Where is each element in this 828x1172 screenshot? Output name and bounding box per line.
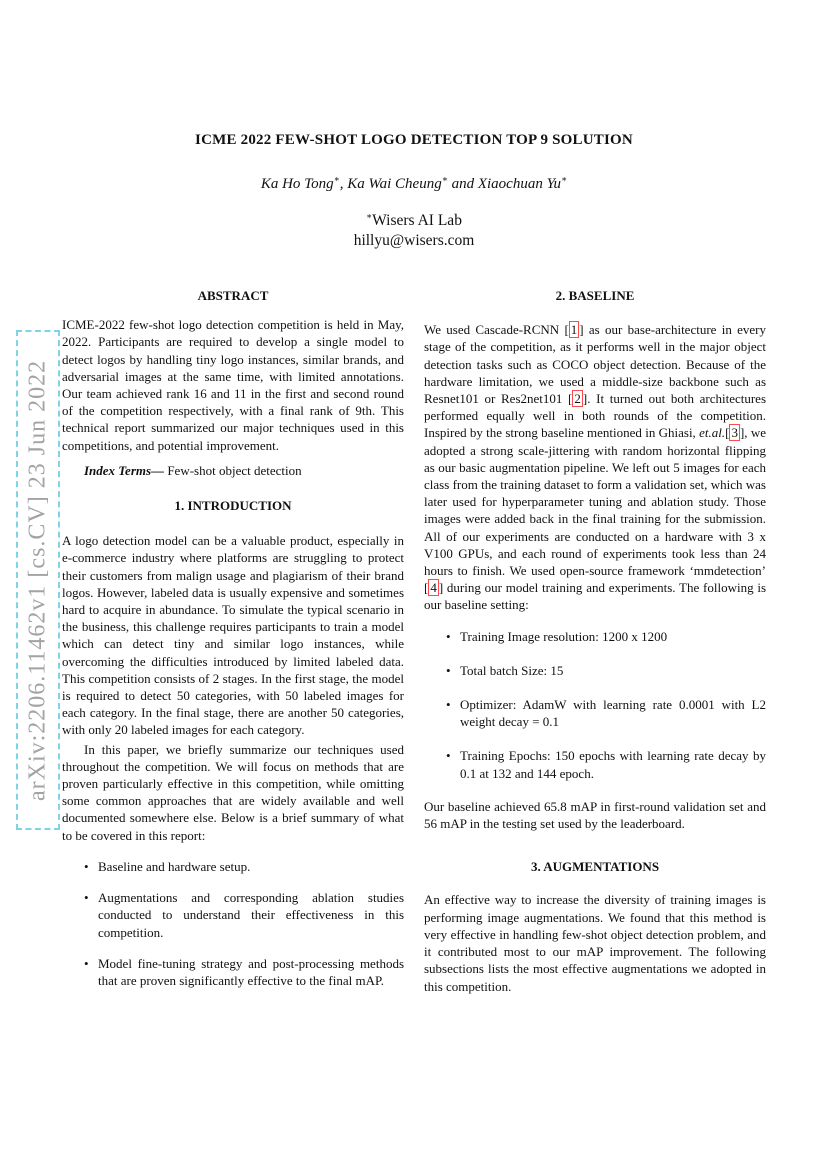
baseline-text-4: [ bbox=[725, 425, 730, 441]
index-terms-label: Index Terms— bbox=[84, 462, 165, 478]
list-item-text: Baseline and hardware setup. bbox=[98, 858, 251, 874]
index-terms bbox=[62, 462, 404, 479]
augmentations-heading: 3. AUGMENTATIONS bbox=[530, 859, 660, 875]
introduction-paragraph-2: In this paper, we briefly summarize our techniques used throughout the competition. We will focus on methods that are proven particularly effective in this competition, while omitting some common approaches that are widely available and well documented somewhere else. Below is a brief summary of what to be covered in this report: bbox=[62, 741, 404, 843]
affiliation bbox=[0, 211, 828, 251]
baseline-result: Our baseline achieved 65.8 mAP in first-round validation set and 56 mAP in the testing set used by the leaderboard. bbox=[424, 798, 766, 832]
introduction-bullet-list bbox=[62, 858, 404, 989]
right-column bbox=[424, 287, 766, 995]
baseline-text-1: We used Cascade-RCNN [ bbox=[424, 322, 569, 338]
baseline-text-6: ] during our model training and experiments. The following is our baseline setting: bbox=[424, 580, 766, 613]
list-item-text: Optimizer: AdamW with learning rate 0.0001 with L2 weight decay = 0.1 bbox=[460, 697, 766, 730]
baseline-paragraph bbox=[424, 321, 766, 613]
list-item-text: Model fine-tuning strategy and post-processing methods that are proven significantly effective to the final mAP. bbox=[98, 955, 404, 988]
baseline-text-3: ]. It turned out both architectures performed equally well in both rounds of the competition. Inspired by the strong baseline mentioned in Ghiasi, bbox=[424, 391, 767, 441]
list-item-text: Augmentations and corresponding ablation studies conducted to understand their effectiveness in this competition. bbox=[98, 890, 404, 940]
introduction-paragraph-1: A logo detection model can be a valuable product, especially in e-commerce industry where platforms are struggling to protect their customers from malign usage and plagiarism of their brand logos. However, labeled data is usually expensive and sometimes hard to acquire in abundance. To simulate the typical scenario in the business, this challenge requires participants to train a model which can detect tiny and similar logo instances, while overcoming the difficulties introduced by limited labeled data. This competition consists of 2 stages. In the first stage, the model is required to detect 50 categories, with 50 labeled images for each category. In the final stage, there are another 50 categories, with only 20 labeled images for each category. bbox=[62, 533, 404, 738]
list-item-text: Training Image resolution: 1200 x 1200 bbox=[460, 628, 668, 644]
list-item: • Training Image resolution: 1200 x 1200 bbox=[446, 628, 668, 644]
list-item: • Optimizer: AdamW with learning rate 0.0001 with L2 weight decay = 0.1 bbox=[446, 697, 766, 730]
introduction-heading: 1. INTRODUCTION bbox=[174, 498, 292, 514]
author-conjunction: and bbox=[451, 176, 475, 192]
left-column bbox=[62, 287, 404, 989]
baseline-text-2: ] as our base-architecture in every stage of the competition, as it performs well in the major object detection tasks such as COCO object detection. Because of the hardware limitation, we used a middle-size backbone such as Resnet101 or Res2net101 [ bbox=[424, 322, 766, 407]
author-2-mark: ∗ bbox=[441, 174, 448, 184]
affiliation-mark: ∗ bbox=[366, 210, 373, 221]
baseline-settings-list bbox=[424, 628, 766, 782]
list-item: • Total batch Size: 15 bbox=[446, 662, 564, 678]
author-3: Xiaochuan Yu bbox=[477, 176, 562, 192]
author-2: Ka Wai Cheung bbox=[347, 176, 442, 192]
list-item: • Baseline and hardware setup. bbox=[84, 858, 251, 874]
abstract-text: ICME-2022 few-shot logo detection competition is held in May, 2022. Participants are required to develop a single model to detect logos by handling tiny logo instances, similar brands, and adversarial images at the same time, with limited annotations. Our team achieved rank 16 and 11 in the first and second round of the competition respectively, with a final rank of 9th. This technical report summarized our major techniques used in this competitions, and potential improvement. bbox=[62, 317, 404, 453]
citation-link-1[interactable]: 1 bbox=[570, 322, 578, 338]
paper-title: ICME 2022 FEW-SHOT LOGO DETECTION TOP 9 SOLUTION bbox=[195, 132, 633, 148]
list-item: • Model fine-tuning strategy and post-processing methods that are proven significantly effective to the final mAP. bbox=[84, 955, 404, 988]
citation-link-2[interactable]: 2 bbox=[574, 391, 581, 407]
author-3-mark: ∗ bbox=[561, 174, 568, 184]
citation-link-3[interactable]: 3 bbox=[731, 425, 738, 441]
list-item: • Training Epochs: 150 epochs with learning rate decay by 0.1 at 132 and 144 epoch. bbox=[446, 748, 766, 781]
list-item: • Augmentations and corresponding ablation studies conducted to understand their effectiveness in this competition. bbox=[84, 890, 404, 940]
author-1-mark: ∗ bbox=[333, 174, 340, 184]
list-item-text: Training Epochs: 150 epochs with learning rate decay by 0.1 at 132 and 144 epoch. bbox=[460, 748, 766, 781]
abstract-heading: ABSTRACT bbox=[197, 288, 269, 303]
baseline-text-5: ], we adopted a strong scale-jittering with random horizontal flipping as our basic augmentation pipeline. We left out 5 images for each class from the training dataset to form a validation set, which was later used for hyperparameter tuning and ablation study. Those images were added back in the final training for the submission. All of our experiments are conducted on a hardware with 3 x V100 GPUs, and each round of experiments took less than 24 hours to finish. We used open-source framework ‘mmdetection’ [ bbox=[424, 425, 766, 596]
index-terms-value: Few-shot object detection bbox=[167, 462, 302, 478]
contact-email[interactable]: hillyu@wisers.com bbox=[353, 232, 475, 249]
et-al-text: et.al. bbox=[699, 425, 726, 441]
author-1: Ka Ho Tong bbox=[260, 176, 334, 192]
arxiv-identifier[interactable]: arXiv:2206.11462v1 [cs.CV] 23 Jun 2022 bbox=[16, 330, 60, 830]
affiliation-lab: Wisers AI Lab bbox=[372, 212, 462, 229]
augmentations-paragraph: An effective way to increase the diversity of training images is performing image augmentations. We found that this method is very effective in handling few-shot object detection problem, and it contributed most to our mAP improvement. The following subsections lists the most effective augmentations we adopted in this competition. bbox=[424, 892, 766, 994]
author-list: Ka Ho Tong∗, Ka Wai Cheung∗ and Xiaochuan Yu∗ bbox=[260, 174, 568, 192]
baseline-heading: 2. BASELINE bbox=[555, 288, 635, 303]
citation-link-4[interactable]: 4 bbox=[430, 580, 437, 596]
list-item-text: Total batch Size: 15 bbox=[460, 662, 564, 678]
